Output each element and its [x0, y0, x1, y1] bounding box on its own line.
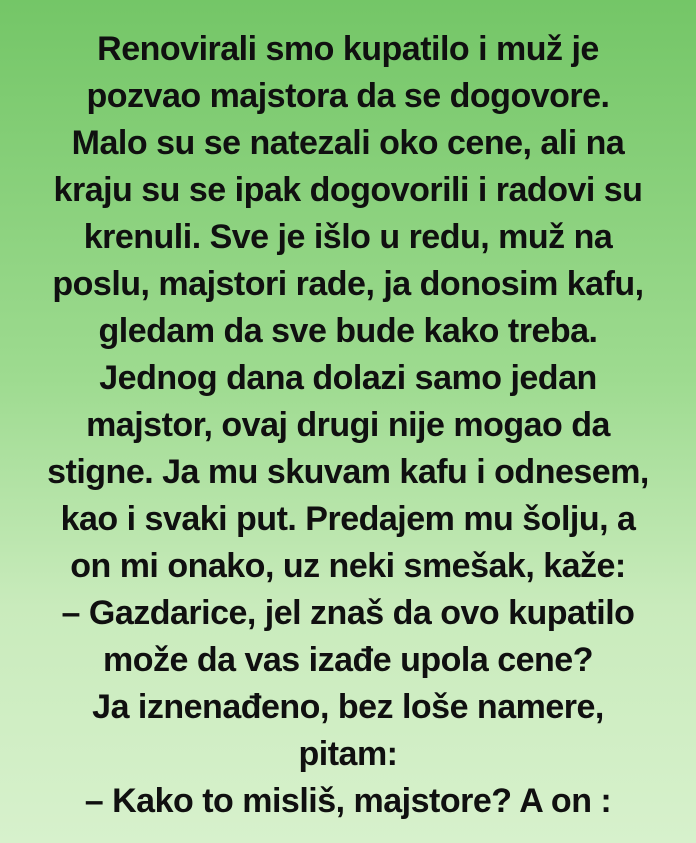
story-line: stigne. Ja mu skuvam kafu i odnesem,	[47, 453, 649, 491]
story-line: pozvao majstora da se dogovore.	[86, 77, 610, 115]
story-line: poslu, majstori rade, ja donosim kafu,	[52, 265, 644, 303]
story-line: može da vas izađe upola cene?	[102, 641, 593, 679]
story-line: majstor, ovaj drugi nije mogao da	[86, 406, 610, 444]
story-line: kao i svaki put. Predajem mu šolju, a	[60, 500, 636, 538]
story-line: kraju su se ipak dogovorili i radovi su	[53, 171, 643, 209]
story-line: Ja iznenađeno, bez loše namere,	[92, 688, 604, 726]
story-line: – Gazdarice, jel znaš da ovo kupatilo	[61, 594, 635, 632]
story-line: on mi onako, uz neki smešak, kaže:	[70, 547, 626, 585]
story-line: krenuli. Sve je išlo u redu, muž na	[83, 218, 613, 256]
story-line: Malo su se natezali oko cene, ali na	[71, 124, 625, 162]
story-line: pitam:	[298, 735, 398, 773]
story-text	[0, 26, 696, 825]
story-line: gledam da sve bude kako treba.	[98, 312, 598, 350]
story-line: Jednog dana dolazi samo jedan	[99, 359, 597, 397]
story-line: – Kako to misliš, majstore? A on :	[84, 782, 612, 820]
story-line: Renovirali smo kupatilo i muž je	[97, 30, 599, 68]
